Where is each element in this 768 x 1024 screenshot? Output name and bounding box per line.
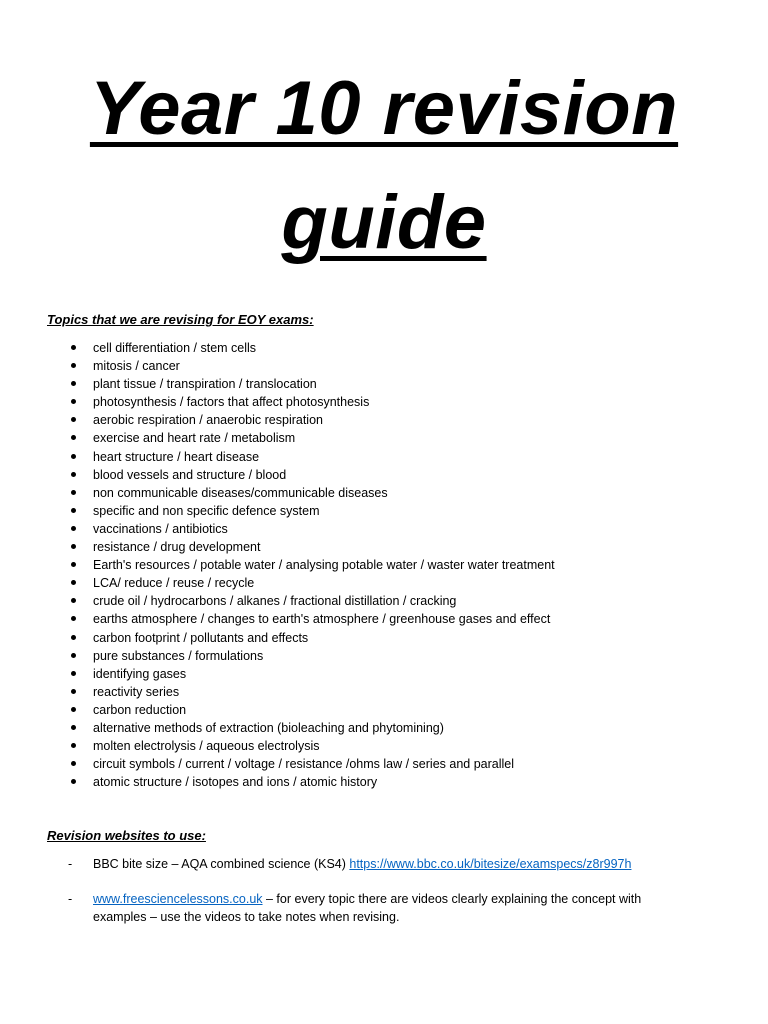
bullet-icon [71,526,76,531]
websites-list [0,855,768,926]
topic-item [0,665,555,683]
topic-text: identifying gases [93,666,187,681]
topics-list [0,339,555,791]
topic-text: earths atmosphere / changes to earth's atmosphere / greenhouse gases and effect [93,612,551,627]
topic-text: crude oil / hydrocarbons / alkanes / fractional distillation / cracking [93,594,457,609]
bullet-icon [71,363,76,368]
topic-text: exercise and heart rate / metabolism [93,431,296,446]
website-link[interactable]: www.freesciencelessons.co.uk [93,892,263,906]
topic-item [0,339,555,357]
bullet-icon [71,725,76,730]
bullet-icon [71,508,76,513]
bullet-icon [71,345,76,350]
topic-text: mitosis / cancer [93,359,180,374]
bullet-icon [71,616,76,621]
bullet-icon [71,635,76,640]
topic-item [0,538,555,556]
topic-item [0,629,555,647]
bullet-icon [71,417,76,422]
topic-text: photosynthesis / factors that affect photosynthesis [93,395,370,410]
bullet-icon [71,743,76,748]
topic-text: cell differentiation / stem cells [93,341,257,355]
websites-heading: Revision websites to use: [47,828,206,843]
dash-marker: - [68,857,73,871]
topic-text: plant tissue / transpiration / translocation [93,377,317,392]
topic-text: molten electrolysis / aqueous electrolysis [93,739,320,754]
website-text-before: BBC bite size – AQA combined science (KS4) [93,857,350,871]
topic-text: pure substances / formulations [93,648,264,663]
topic-item [0,466,555,484]
bullet-icon [71,761,76,766]
bullet-icon [71,707,76,712]
topics-heading: Topics that we are revising for EOY exams: [47,312,314,327]
topic-text: specific and non specific defence system [93,503,320,518]
topic-item [0,357,555,375]
topic-item [0,773,555,791]
topic-item [0,592,555,610]
topic-item [0,647,555,665]
bullet-icon [71,544,76,549]
topic-item [0,375,555,393]
topic-text: Earth's resources / potable water / analysing potable water / waster water treatment [93,558,555,573]
topic-item [0,411,555,429]
topic-text: non communicable diseases/communicable diseases [93,485,388,500]
topic-text: vaccinations / antibiotics [93,521,228,536]
website-item [0,855,768,873]
topic-item [0,701,555,719]
bullet-icon [71,689,76,694]
bullet-icon [71,472,76,477]
bullet-icon [71,381,76,386]
bullet-icon [71,779,76,784]
topic-item [0,393,555,411]
title-line-2: guide [281,180,487,265]
bullet-icon [71,580,76,585]
website-item [0,890,768,926]
topic-text: reactivity series [93,684,180,699]
page-title [0,52,768,280]
topic-item [0,502,555,520]
topic-text: heart structure / heart disease [93,449,260,464]
topic-text: blood vessels and structure / blood [93,467,287,482]
topic-text: alternative methods of extraction (bioleaching and phytomining) [93,720,444,735]
topic-text: resistance / drug development [93,540,261,555]
bullet-icon [71,399,76,404]
bullet-icon [71,435,76,440]
topic-item [0,429,555,447]
topic-text: atomic structure / isotopes and ions / atomic history [93,775,378,790]
bullet-icon [71,671,76,676]
topic-text: circuit symbols / current / voltage / resistance /ohms law / series and parallel [93,757,515,772]
website-text-after: – for every topic there are videos clearly explaining the concept with examples – use the videos to take notes when revising. [93,892,642,924]
topic-text: carbon footprint / pollutants and effects [93,630,309,645]
topic-item [0,755,555,773]
topic-item [0,683,555,701]
topic-item [0,556,555,574]
topic-item [0,448,555,466]
topic-item [0,737,555,755]
bullet-icon [71,598,76,603]
topic-item [0,520,555,538]
website-link[interactable]: https://www.bbc.co.uk/bitesize/examspecs/z8r997h [349,857,632,871]
bullet-icon [71,653,76,658]
topic-item [0,610,555,628]
topic-item [0,574,555,592]
topic-item [0,719,555,737]
topic-text: carbon reduction [93,702,187,717]
topic-item [0,484,555,502]
bullet-icon [71,454,76,459]
bullet-icon [71,490,76,495]
bullet-icon [71,562,76,567]
topic-text: LCA/ reduce / reuse / recycle [93,576,255,591]
title-line-1: Year 10 revision [89,66,679,151]
dash-marker: - [68,892,73,906]
topic-text: aerobic respiration / anaerobic respiration [93,413,323,428]
